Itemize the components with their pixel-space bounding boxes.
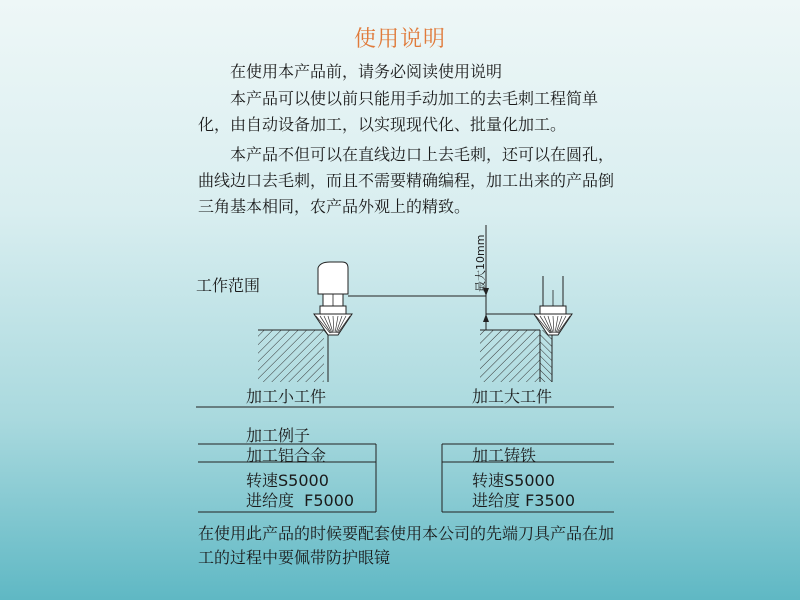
max-10mm-label: 最大10mm xyxy=(474,234,487,292)
examples-heading: 加工例子 xyxy=(246,426,311,445)
small-workpiece xyxy=(258,330,328,382)
left-speed: 转速S5000 xyxy=(246,471,329,490)
work-range-label: 工作范围 xyxy=(196,276,261,295)
description-text-1: 本产品可以使以前只能用手动加工的去毛刺工程简单化，由自动设备加工，以实现现代化、批量化加工。 xyxy=(198,89,599,134)
left-feed: 进给度 F5000 xyxy=(246,491,355,510)
right-speed: 转速S5000 xyxy=(472,471,555,490)
large-part-tool xyxy=(534,276,572,335)
small-part-tool xyxy=(314,262,352,335)
large-part-label: 加工大工件 xyxy=(472,387,553,406)
small-part-label: 加工小工件 xyxy=(246,387,327,406)
max-10mm-dimension xyxy=(348,225,540,330)
description-text-2: 本产品不但可以在直线边口上去毛刺，还可以在圆孔，曲线边口去毛刺，而且不需要精确编程，加工出来的产品倒三角基本相同，农产品外观上的精致。 xyxy=(198,145,615,216)
right-material: 加工铸铁 xyxy=(472,446,537,465)
large-workpiece xyxy=(480,330,552,382)
footer-note: 在使用此产品的时候要配套使用本公司的先端刀具产品在加工的过程中要佩带防护眼镜 xyxy=(198,524,615,567)
page-title: 使用说明 xyxy=(353,27,446,52)
right-feed: 进给度 F3500 xyxy=(472,491,576,510)
left-material: 加工铝合金 xyxy=(246,446,327,465)
intro-text: 在使用本产品前，请务必阅读使用说明 xyxy=(230,62,503,81)
